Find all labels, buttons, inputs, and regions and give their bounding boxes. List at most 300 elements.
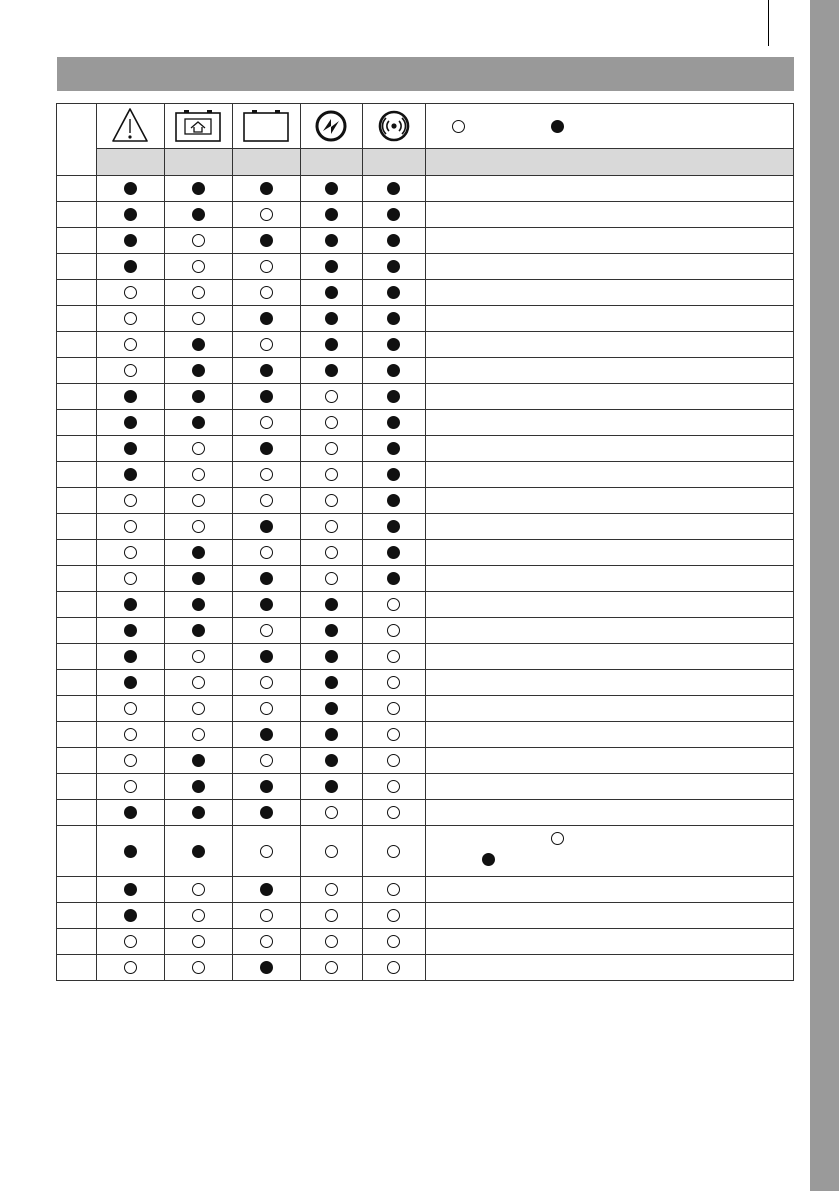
row-index-cell <box>57 384 97 410</box>
dot-on-icon <box>387 364 400 377</box>
indicator-cell <box>363 929 426 955</box>
indicator-cell <box>301 903 363 929</box>
dot-on-icon <box>192 364 205 377</box>
indicator-cell <box>301 955 363 981</box>
indicator-cell <box>301 696 363 722</box>
table-row <box>57 877 794 903</box>
table-row <box>57 410 794 436</box>
table-row <box>57 384 794 410</box>
table-row <box>57 176 794 202</box>
indicator-cell <box>165 514 233 540</box>
indicator-cell <box>165 488 233 514</box>
indicator-cell <box>301 280 363 306</box>
description-cell <box>426 462 795 488</box>
dot-on-icon <box>192 182 205 195</box>
indicator-cell <box>165 228 233 254</box>
dot-off-icon <box>260 260 273 273</box>
description-cell <box>426 488 795 514</box>
indicator-cell <box>301 462 363 488</box>
dot-on-icon <box>387 208 400 221</box>
dot-off-icon <box>192 909 205 922</box>
dot-off-icon <box>325 883 338 896</box>
indicator-cell <box>233 566 301 592</box>
description-cell <box>426 592 795 618</box>
dot-off-icon <box>260 935 273 948</box>
indicator-cell <box>233 774 301 800</box>
description-cell <box>426 955 795 981</box>
section-title-bar <box>57 57 794 91</box>
dot-on-icon <box>260 312 273 325</box>
indicator-cell <box>165 670 233 696</box>
dot-off-icon <box>325 390 338 403</box>
indicator-cell <box>233 618 301 644</box>
dot-on-icon <box>192 845 205 858</box>
row-index-cell <box>57 722 97 748</box>
indicator-cell <box>97 877 165 903</box>
dot-off-icon <box>192 728 205 741</box>
indicator-cell <box>233 358 301 384</box>
dot-off-icon <box>124 520 137 533</box>
dot-off-icon <box>387 728 400 741</box>
description-cell <box>426 644 795 670</box>
dot-on-icon <box>124 909 137 922</box>
battery-home-icon <box>174 109 222 143</box>
indicator-cell <box>233 332 301 358</box>
indicator-cell <box>97 254 165 280</box>
table-row <box>57 644 794 670</box>
row-index-cell <box>57 618 97 644</box>
indicator-cell <box>233 514 301 540</box>
row-index-cell <box>57 955 97 981</box>
dot-off-icon <box>192 676 205 689</box>
dot-on-icon <box>124 442 137 455</box>
dot-on-icon <box>124 650 137 663</box>
indicator-cell <box>301 332 363 358</box>
indicator-cell <box>301 748 363 774</box>
table-body <box>57 176 794 981</box>
row-index-cell <box>57 202 97 228</box>
indicator-cell <box>363 826 426 877</box>
indicator-cell <box>233 254 301 280</box>
indicator-cell <box>97 774 165 800</box>
dot-on-icon <box>124 624 137 637</box>
header-battery-home <box>165 104 233 176</box>
indicator-cell <box>301 202 363 228</box>
indicator-cell <box>233 592 301 618</box>
table-row <box>57 592 794 618</box>
description-cell <box>426 306 795 332</box>
indicator-cell <box>97 176 165 202</box>
indicator-cell <box>233 228 301 254</box>
row-index-cell <box>57 644 97 670</box>
indicator-cell <box>97 488 165 514</box>
indicator-cell <box>363 384 426 410</box>
description-cell <box>426 254 795 280</box>
row-index-cell <box>57 748 97 774</box>
dot-off-icon <box>387 883 400 896</box>
dot-on-icon <box>325 780 338 793</box>
row-index-cell <box>57 877 97 903</box>
dot-on-icon <box>260 390 273 403</box>
indicator-cell <box>363 410 426 436</box>
indicator-cell <box>301 826 363 877</box>
dot-on-icon <box>260 234 273 247</box>
indicator-cell <box>165 618 233 644</box>
indicator-cell <box>233 748 301 774</box>
row-index-cell <box>57 462 97 488</box>
indicator-cell <box>165 332 233 358</box>
dot-on-icon <box>260 442 273 455</box>
dot-on-icon <box>124 416 137 429</box>
table-row <box>57 903 794 929</box>
dot-off-icon <box>325 909 338 922</box>
row-index-cell <box>57 410 97 436</box>
indicator-cell <box>301 592 363 618</box>
dot-off-icon <box>387 909 400 922</box>
dot-on-icon <box>124 883 137 896</box>
indicator-cell <box>97 410 165 436</box>
dot-on-icon <box>124 182 137 195</box>
table-row <box>57 929 794 955</box>
row-index-cell <box>57 774 97 800</box>
indicator-cell <box>233 280 301 306</box>
row-index-cell <box>57 488 97 514</box>
table-row <box>57 332 794 358</box>
indicator-cell <box>233 644 301 670</box>
dot-on-icon <box>387 442 400 455</box>
dot-off-icon <box>325 806 338 819</box>
indicator-cell <box>165 877 233 903</box>
indicator-cell <box>97 540 165 566</box>
dot-off-icon <box>260 702 273 715</box>
dot-off-icon <box>124 728 137 741</box>
description-cell <box>426 826 795 877</box>
dot-off-icon <box>192 650 205 663</box>
description-cell <box>426 774 795 800</box>
indicator-cell <box>97 903 165 929</box>
indicator-cell <box>165 410 233 436</box>
dot-off-icon <box>260 676 273 689</box>
indicator-cell <box>233 877 301 903</box>
indicator-cell <box>301 358 363 384</box>
indicator-cell <box>233 670 301 696</box>
dot-on-icon <box>325 598 338 611</box>
dot-off-icon <box>325 546 338 559</box>
dot-on-icon <box>325 234 338 247</box>
description-cell <box>426 800 795 826</box>
description-cell <box>426 436 795 462</box>
dot-on-icon <box>260 728 273 741</box>
dot-off-icon <box>124 780 137 793</box>
row-index-cell <box>57 436 97 462</box>
header-index-cell <box>57 104 97 176</box>
dot-on-icon <box>124 208 137 221</box>
indicator-cell <box>97 592 165 618</box>
indicator-cell <box>363 228 426 254</box>
indicator-cell <box>233 462 301 488</box>
table-row <box>57 748 794 774</box>
description-cell <box>426 176 795 202</box>
indicator-cell <box>97 358 165 384</box>
indicator-cell <box>97 202 165 228</box>
indicator-cell <box>363 696 426 722</box>
indicator-cell <box>233 800 301 826</box>
dot-on-icon <box>192 572 205 585</box>
dot-off-icon <box>325 416 338 429</box>
table-header <box>57 104 794 176</box>
row-index-cell <box>57 306 97 332</box>
indicator-cell <box>97 332 165 358</box>
indicator-cell <box>97 748 165 774</box>
dot-on-icon <box>260 520 273 533</box>
indicator-cell <box>363 306 426 332</box>
dot-on-icon <box>325 624 338 637</box>
indicator-cell <box>301 254 363 280</box>
indicator-cell <box>363 618 426 644</box>
indicator-cell <box>97 306 165 332</box>
dot-off-icon <box>325 520 338 533</box>
dot-on-icon <box>325 754 338 767</box>
indicator-cell <box>301 774 363 800</box>
dot-off-icon <box>387 845 400 858</box>
dot-on-icon <box>124 260 137 273</box>
indicator-cell <box>233 929 301 955</box>
crop-mark <box>768 0 769 46</box>
dot-on-icon <box>192 208 205 221</box>
dot-off-icon <box>260 624 273 637</box>
description-cell <box>426 618 795 644</box>
dot-on-icon <box>192 780 205 793</box>
dot-on-icon <box>325 312 338 325</box>
dot-on-icon <box>192 806 205 819</box>
dot-on-icon <box>387 520 400 533</box>
dot-on-icon <box>325 364 338 377</box>
description-cell <box>426 228 795 254</box>
table-row <box>57 254 794 280</box>
indicator-cell <box>363 722 426 748</box>
indicator-cell <box>165 929 233 955</box>
table-row <box>57 566 794 592</box>
indicator-cell <box>363 176 426 202</box>
table-row <box>57 228 794 254</box>
dot-off-icon <box>124 702 137 715</box>
indicator-cell <box>363 955 426 981</box>
dot-off-icon <box>387 935 400 948</box>
indicator-cell <box>165 592 233 618</box>
indicator-cell <box>301 644 363 670</box>
dot-off-icon <box>260 208 273 221</box>
indicator-cell <box>165 384 233 410</box>
indicator-cell <box>363 462 426 488</box>
description-cell <box>426 202 795 228</box>
description-cell <box>426 384 795 410</box>
dot-on-icon <box>387 390 400 403</box>
dot-off-icon <box>192 234 205 247</box>
header-warning <box>97 104 165 176</box>
dot-on-icon <box>124 234 137 247</box>
indicator-cell <box>165 903 233 929</box>
indicator-cell <box>165 306 233 332</box>
side-tab <box>810 0 839 1191</box>
indicator-cell <box>301 540 363 566</box>
dot-off-icon <box>325 442 338 455</box>
dot-off-icon <box>260 494 273 507</box>
table-row <box>57 280 794 306</box>
description-cell <box>426 410 795 436</box>
description-cell <box>426 566 795 592</box>
description-cell <box>426 514 795 540</box>
indicator-cell <box>97 955 165 981</box>
indicator-cell <box>97 670 165 696</box>
indicator-cell <box>165 722 233 748</box>
dot-on-icon <box>387 416 400 429</box>
indicator-cell <box>301 800 363 826</box>
indicator-cell <box>165 358 233 384</box>
dot-on-icon <box>124 806 137 819</box>
table-row <box>57 462 794 488</box>
dot-on-icon <box>387 572 400 585</box>
table-row <box>57 436 794 462</box>
dot-on-icon <box>325 182 338 195</box>
indicator-cell <box>301 306 363 332</box>
indicator-cell <box>363 202 426 228</box>
row-index-cell <box>57 514 97 540</box>
dot-off-icon <box>325 572 338 585</box>
header-buzzer <box>363 104 426 176</box>
dot-on-icon <box>192 416 205 429</box>
table-row <box>57 540 794 566</box>
indicator-cell <box>233 436 301 462</box>
indicator-cell <box>233 696 301 722</box>
dot-off-icon <box>192 312 205 325</box>
table-row <box>57 202 794 228</box>
dot-on-icon <box>325 650 338 663</box>
dot-on-icon <box>192 390 205 403</box>
dot-on-icon <box>192 546 205 559</box>
indicator-cell <box>363 488 426 514</box>
description-cell <box>426 280 795 306</box>
indicator-cell <box>97 929 165 955</box>
table-row <box>57 488 794 514</box>
row-index-cell <box>57 228 97 254</box>
dot-on-icon <box>325 260 338 273</box>
dot-off-icon <box>325 494 338 507</box>
dot-off-icon <box>124 546 137 559</box>
dot-on-icon <box>192 624 205 637</box>
indicator-cell <box>97 280 165 306</box>
indicator-cell <box>165 540 233 566</box>
dot-off-icon <box>124 494 137 507</box>
indicator-cell <box>233 826 301 877</box>
table-row <box>57 514 794 540</box>
row-index-cell <box>57 670 97 696</box>
buzzer-sound-icon <box>377 109 411 143</box>
indicator-cell <box>165 280 233 306</box>
indicator-cell <box>233 410 301 436</box>
dot-off-icon <box>124 286 137 299</box>
indicator-cell <box>233 176 301 202</box>
row-index-cell <box>57 800 97 826</box>
dot-on-icon <box>387 494 400 507</box>
dot-on-icon <box>387 260 400 273</box>
indicator-cell <box>233 488 301 514</box>
indicator-cell <box>97 462 165 488</box>
indicator-cell <box>363 774 426 800</box>
row-index-cell <box>57 332 97 358</box>
dot-off-icon <box>387 624 400 637</box>
indicator-cell <box>97 228 165 254</box>
dot-off-icon <box>387 676 400 689</box>
row-index-cell <box>57 254 97 280</box>
description-cell <box>426 540 795 566</box>
dot-off-icon <box>124 338 137 351</box>
indicator-cell <box>301 514 363 540</box>
description-cell <box>426 748 795 774</box>
indicator-cell <box>165 955 233 981</box>
dot-off-icon <box>124 935 137 948</box>
dot-off-icon <box>260 845 273 858</box>
dot-off-icon <box>260 468 273 481</box>
indicator-cell <box>363 800 426 826</box>
dot-off-icon <box>192 260 205 273</box>
indicator-cell <box>165 462 233 488</box>
dot-on-icon <box>124 390 137 403</box>
header-legend <box>426 104 795 176</box>
dot-off-icon <box>325 468 338 481</box>
table-row <box>57 358 794 384</box>
dot-on-icon <box>387 182 400 195</box>
indicator-cell <box>97 384 165 410</box>
dot-off-icon <box>260 286 273 299</box>
header-grid-power <box>301 104 363 176</box>
dot-on-icon <box>325 286 338 299</box>
indicator-cell <box>301 929 363 955</box>
dot-on-icon <box>260 780 273 793</box>
indicator-cell <box>165 826 233 877</box>
dot-off-icon <box>387 702 400 715</box>
dot-off-icon <box>325 935 338 948</box>
dot-on-icon <box>325 208 338 221</box>
indicator-cell <box>301 488 363 514</box>
dot-off-icon <box>260 416 273 429</box>
indicator-cell <box>233 722 301 748</box>
dot-on-icon <box>482 853 495 866</box>
indicator-cell <box>165 566 233 592</box>
dot-off-icon <box>192 468 205 481</box>
indicator-cell <box>301 384 363 410</box>
dot-on-icon <box>387 234 400 247</box>
indicator-cell <box>97 566 165 592</box>
dot-off-icon <box>124 572 137 585</box>
indicator-cell <box>301 410 363 436</box>
table-row <box>57 800 794 826</box>
description-cell <box>426 722 795 748</box>
dot-off-icon <box>387 780 400 793</box>
status-indicator-table <box>56 103 794 981</box>
indicator-cell <box>363 514 426 540</box>
description-cell <box>426 903 795 929</box>
row-index-cell <box>57 540 97 566</box>
dot-on-icon <box>260 883 273 896</box>
dot-off-icon <box>260 754 273 767</box>
row-index-cell <box>57 696 97 722</box>
indicator-cell <box>363 748 426 774</box>
indicator-cell <box>165 436 233 462</box>
indicator-cell <box>97 436 165 462</box>
indicator-cell <box>97 644 165 670</box>
indicator-cell <box>301 670 363 696</box>
row-index-cell <box>57 176 97 202</box>
